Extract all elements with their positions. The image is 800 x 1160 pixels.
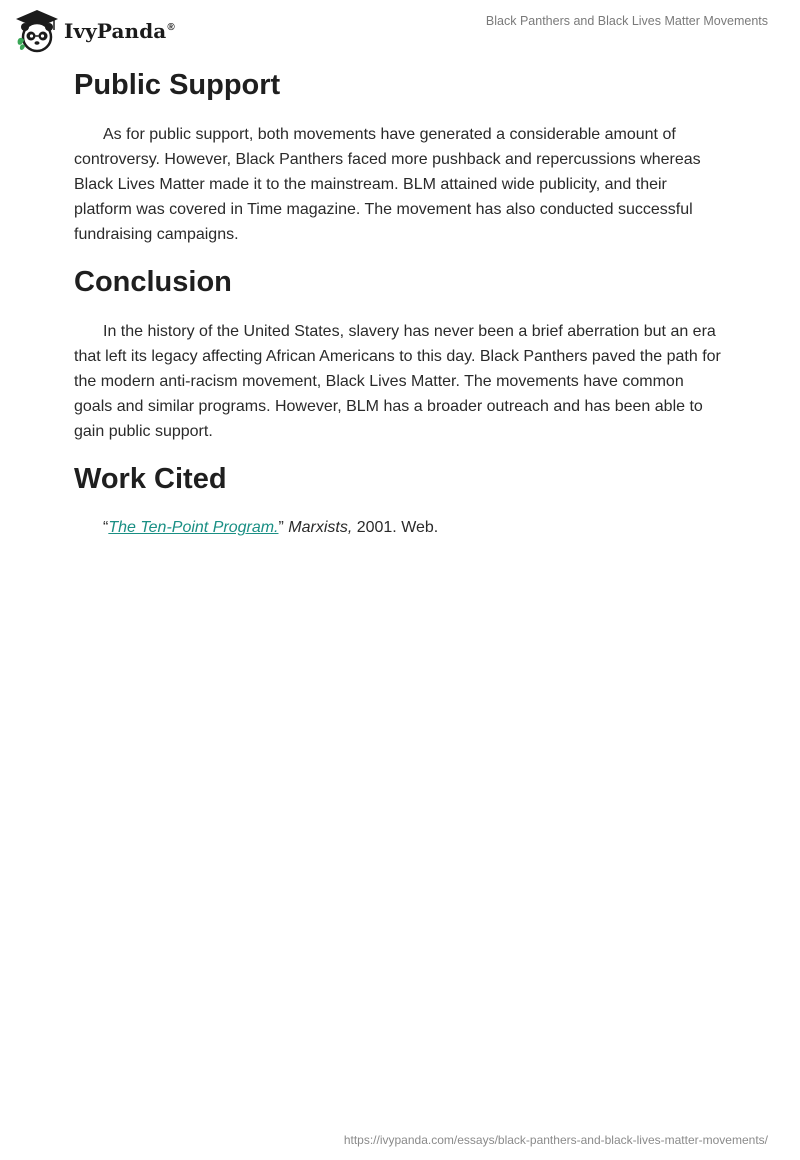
citation-rest: 2001. Web. (352, 519, 439, 537)
footer-url: https://ivypanda.com/essays/black-panthers-and-black-lives-matter-movements/ (343, 1133, 768, 1147)
logo-wordmark (64, 19, 175, 43)
page-header (0, 0, 800, 60)
section-heading: Conclusion (74, 265, 232, 298)
running-title: Black Panthers and Black Lives Matter Movements (485, 14, 768, 28)
open-quote: “ (103, 519, 109, 537)
panda-graduate-icon (14, 8, 60, 54)
section-heading: Public Support (74, 69, 281, 101)
citation-title-link[interactable]: The Ten-Point Program. (108, 519, 279, 537)
section-heading: Work Cited (74, 462, 227, 495)
citation-entry (74, 515, 726, 540)
essay-content (74, 68, 726, 540)
close-quote: ” (278, 519, 289, 537)
registered-mark: ® (167, 22, 175, 34)
citation-source: Marxists, (288, 519, 353, 537)
section-paragraph: As for public support, both movements have generated a considerable amount of controversy. However, Black Panthers faced more pushback and repercussions whereas Black Lives Matter made it to the mainstream. BLM attained wide publicity, and their platform was covered in Time magazine. The movement has also conducted successful fundraising campaigns. (74, 125, 701, 243)
ivypanda-logo[interactable] (14, 8, 175, 54)
logo-text: IvyPanda (64, 19, 167, 43)
section-paragraph: In the history of the United States, slavery has never been a brief aberration but an era that left its legacy affecting African Americans to this day. Black Panthers paved the path for the modern anti-racism movement, Black Lives Matter. The movements have common goals and similar programs. However, BLM has a broader outreach and has been able to gain public support. (74, 322, 721, 440)
